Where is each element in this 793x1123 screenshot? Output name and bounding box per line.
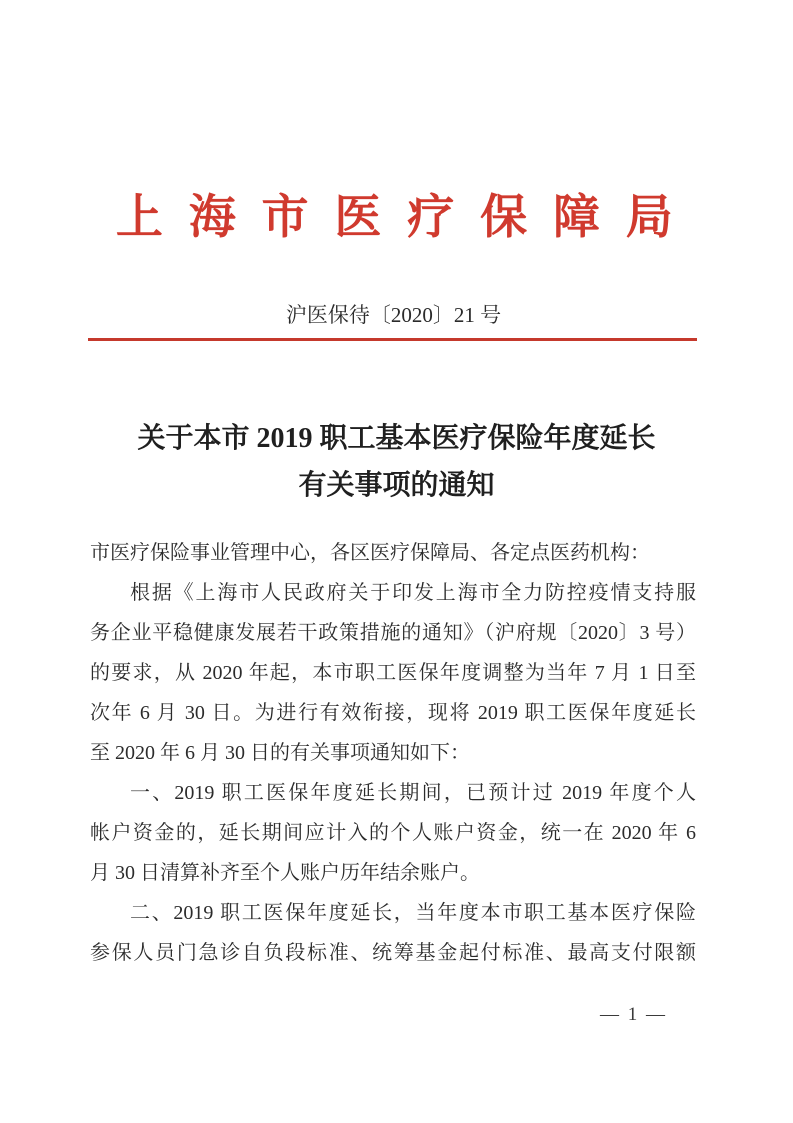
body-line: 至 2020 年 6 月 30 日的有关事项通知如下：	[90, 742, 470, 764]
body-line: 帐户资金的，延长期间应计入的个人账户资金，统一在 2020 年 6	[90, 822, 696, 844]
body-line: 务企业平稳健康发展若干政策措施的通知》（沪府规〔2020〕3 号）	[90, 622, 696, 644]
title-line-2: 有关事项的通知	[298, 470, 495, 501]
document-title	[60, 415, 733, 509]
title-line-1: 关于本市 2019 职工基本医疗保险年度延长	[137, 423, 656, 454]
body-line: 根据《上海市人民政府关于印发上海市全力防控疫情支持服	[130, 582, 696, 604]
body-line-item-1: 一、2019 职工医保年度延长期间，已预计过 2019 年度个人	[130, 782, 696, 804]
body-line: 参保人员门急诊自负段标准、统筹基金起付标准、最高支付限额	[90, 942, 696, 964]
body-line: 次年 6 月 30 日。为进行有效衔接，现将 2019 职工医保年度延长	[90, 702, 696, 724]
document-number: 沪医保待〔2020〕21 号	[285, 303, 502, 327]
body-line-salutation: 市医疗保险事业管理中心，各区医疗保障局、各定点医药机构：	[90, 542, 650, 564]
body-line: 月 30 日清算补齐至个人账户历年结余账户。	[90, 862, 480, 884]
issuer-title: 上海市医疗保障局	[115, 192, 699, 244]
body-line-item-2: 二、2019 职工医保年度延长，当年度本市职工基本医疗保险	[130, 902, 696, 924]
body-line: 的要求，从 2020 年起，本市职工医保年度调整为当年 7 月 1 日至	[90, 662, 696, 684]
red-divider-rule	[88, 338, 697, 341]
document-body	[90, 533, 696, 973]
page-number: — 1 —	[600, 1004, 667, 1025]
